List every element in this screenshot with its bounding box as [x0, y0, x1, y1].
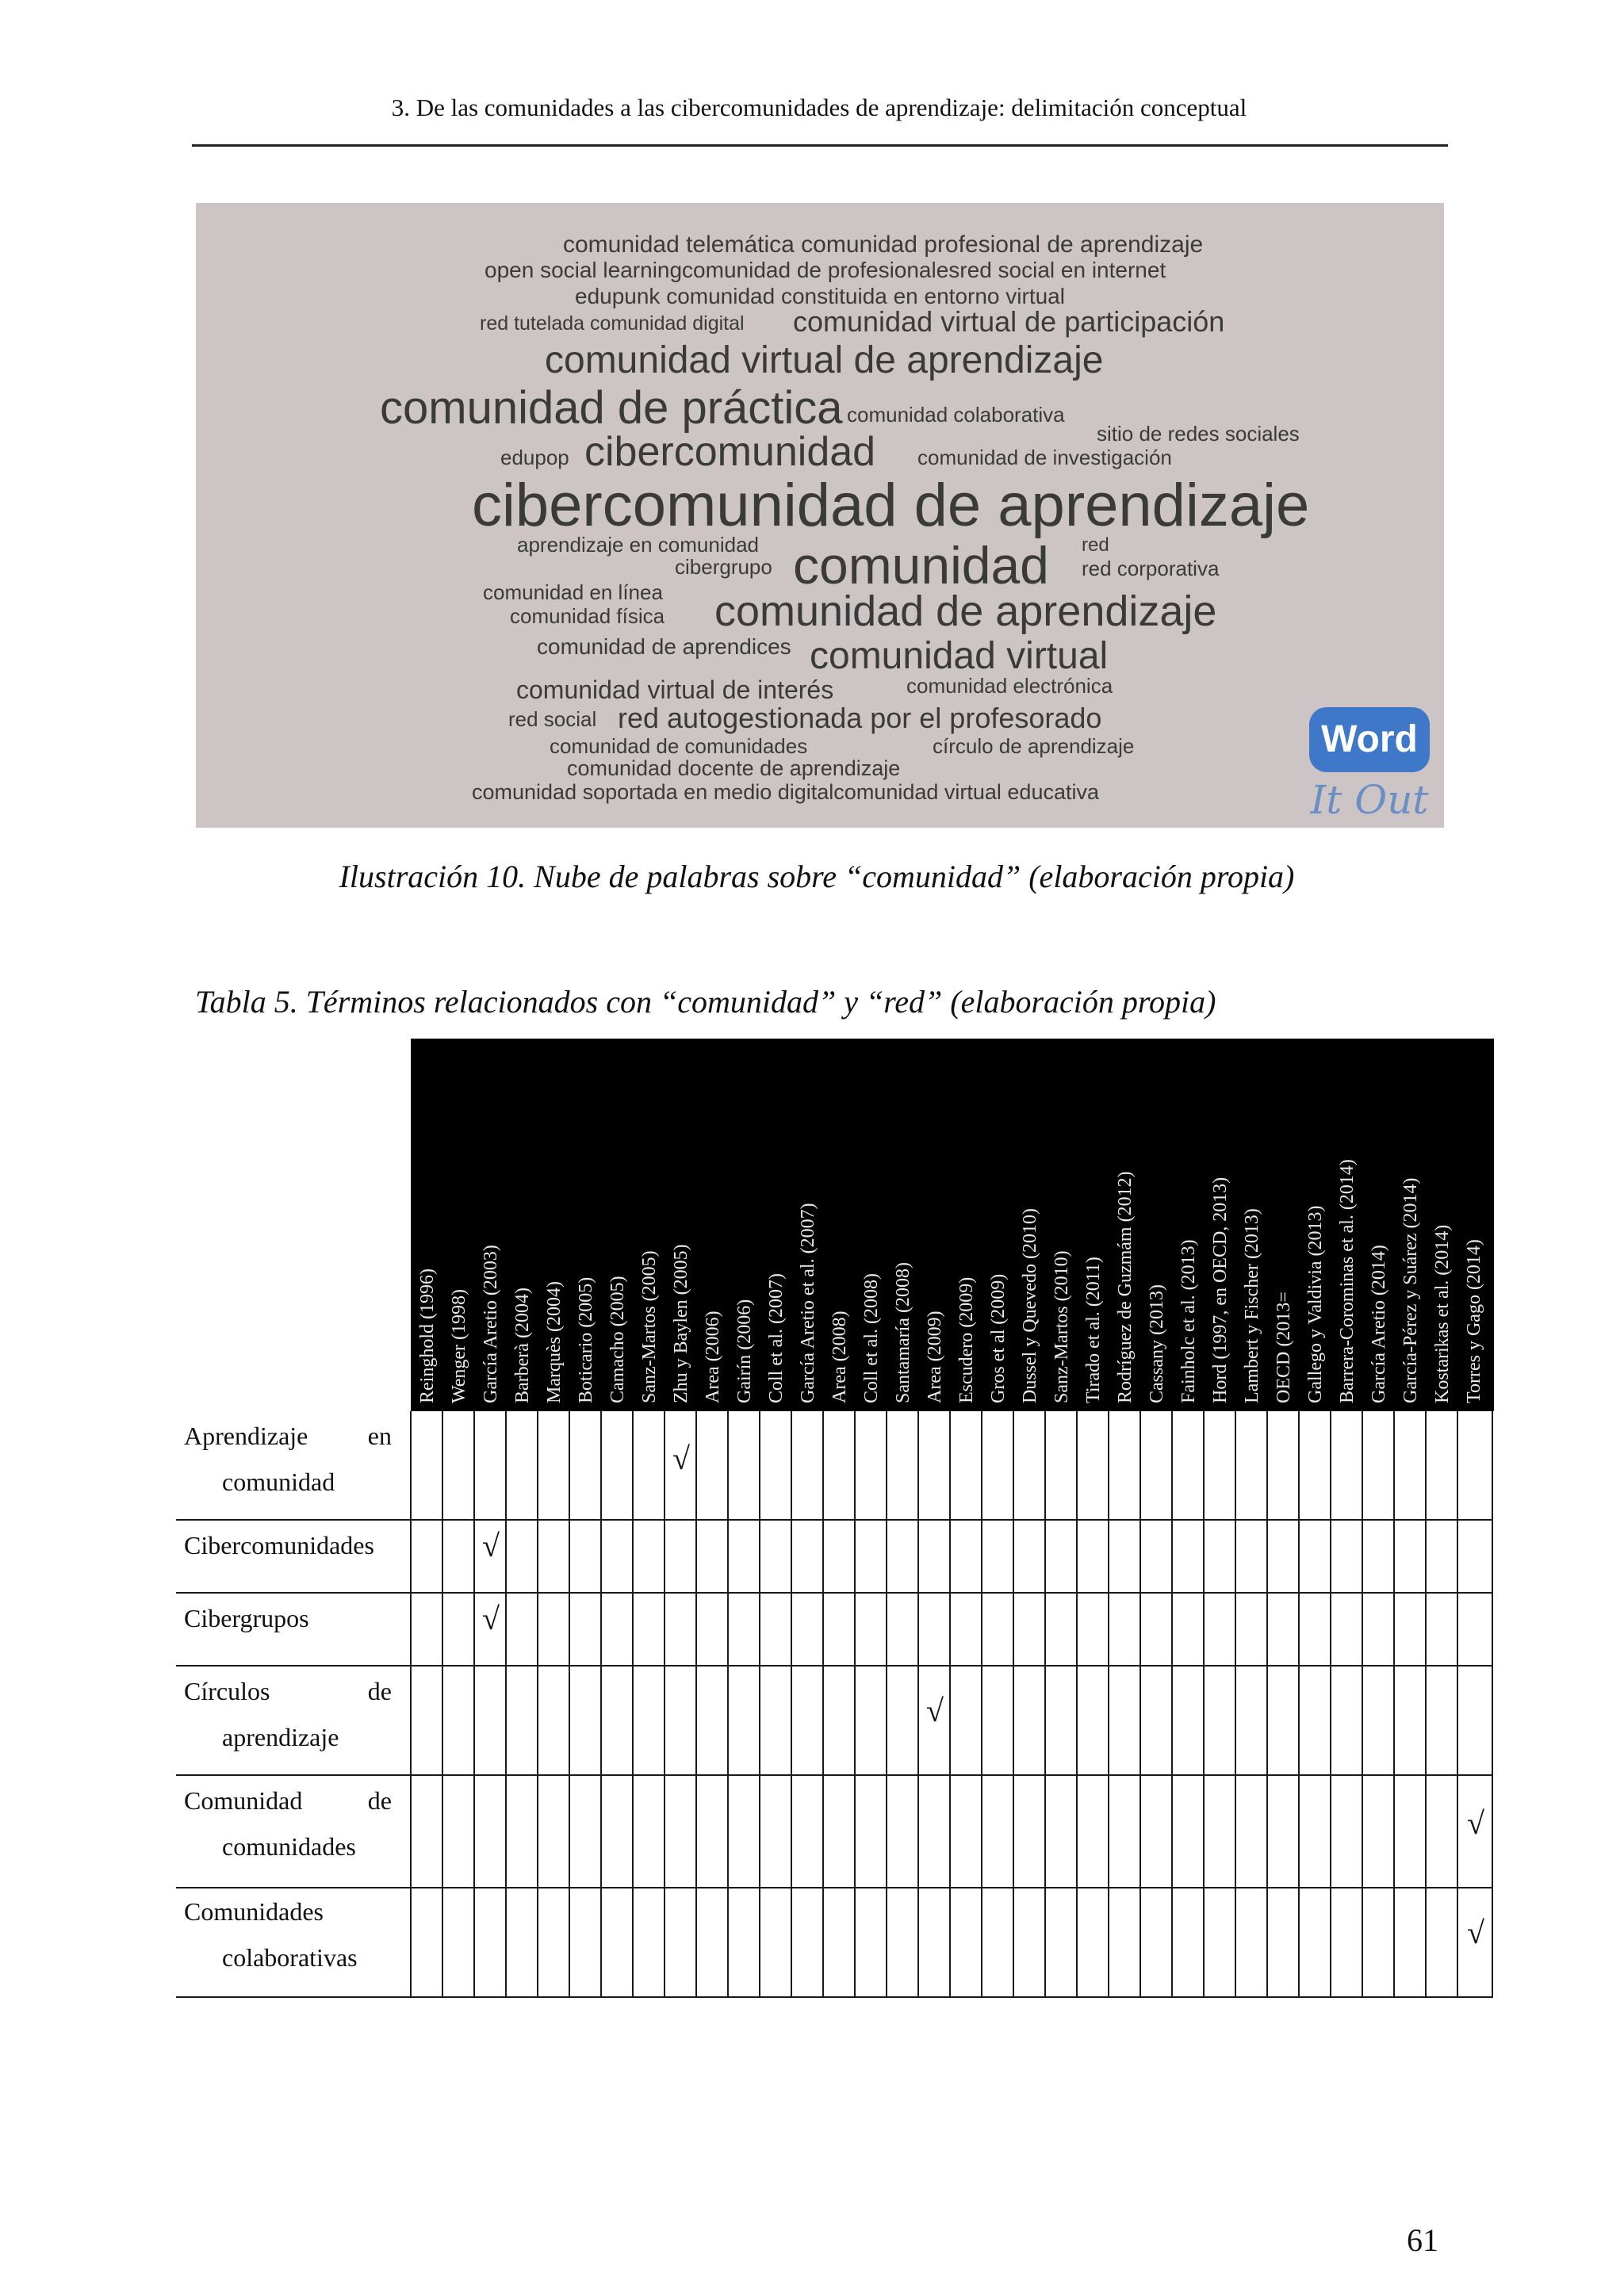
row-label-line2: colaborativas: [222, 1943, 358, 1972]
grid-line: [791, 1411, 792, 1998]
cloud-word: sitio de redes sociales: [1097, 422, 1300, 446]
grid-line: [473, 1411, 475, 1998]
grid-line: [176, 1519, 1493, 1521]
cloud-word: comunidad virtual: [810, 635, 1109, 677]
cloud-word: comunidad telemática comunidad profesional de aprendizaje: [563, 232, 1204, 258]
cloud-word: comunidad de aprendices: [537, 634, 791, 659]
grid-line: [1203, 1411, 1205, 1998]
row-label-word: de: [367, 1677, 392, 1705]
check-mark: √: [1467, 1805, 1484, 1841]
row-label-word: Cibercomunidades: [184, 1531, 374, 1559]
column-header: [794, 1373, 822, 1403]
row-label-aprendizaje-en-comunidad: [184, 1413, 392, 1505]
column-header: [1365, 1373, 1393, 1403]
cloud-word: comunidad colaborativa: [847, 403, 1065, 427]
column-header: [921, 1373, 949, 1403]
grid-line: [442, 1411, 443, 1998]
check-mark: √: [482, 1601, 500, 1636]
column-header: [508, 1373, 537, 1403]
cloud-word: comunidad docente de aprendizaje: [567, 756, 901, 780]
cloud-word: comunidad: [793, 536, 1049, 595]
figure-caption: Ilustración 10. Nube de palabras sobre “comunidad” (elaboración propia): [339, 859, 1295, 894]
grid-line: [632, 1411, 634, 1998]
cloud-word: comunidad de aprendizaje: [714, 587, 1217, 635]
grid-line: [854, 1411, 856, 1998]
grid-line: [600, 1411, 602, 1998]
grid-line: [1076, 1411, 1078, 1998]
cloud-word: comunidad de comunidades: [550, 734, 808, 758]
column-header: [1238, 1373, 1266, 1403]
column-header: [1428, 1373, 1457, 1403]
cloud-word: cibergrupo: [675, 555, 772, 579]
grid-line: [176, 1774, 1493, 1776]
header-rule: [192, 144, 1448, 147]
cloud-word: red autogestionada por el profesorado: [618, 702, 1102, 734]
grid-line: [176, 1665, 1493, 1667]
row-label-cibercomunidades: [184, 1522, 392, 1568]
column-header: [1048, 1373, 1076, 1403]
cloud-word: comunidad soportada en medio digitalcomunidad virtual educativa: [472, 780, 1099, 804]
row-label-comunidades-colaborativas: [184, 1888, 392, 1980]
grid-line: [537, 1411, 538, 1998]
cloud-word: comunidad física: [510, 604, 665, 628]
column-header: [889, 1373, 917, 1403]
grid-line: [505, 1411, 507, 1998]
grid-line: [176, 1996, 1493, 1998]
cloud-word: edupunk comunidad constituida en entorno virtual: [575, 284, 1065, 308]
column-header: [952, 1373, 981, 1403]
logo-it-out: It Out: [1310, 777, 1429, 823]
grid-line: [1013, 1411, 1014, 1998]
grid-line: [886, 1411, 887, 1998]
cloud-word: red tutelada comunidad digital: [480, 312, 745, 335]
cloud-word: red corporativa: [1082, 557, 1220, 580]
grid-line: [1362, 1411, 1363, 1998]
row-label-word: Aprendizaje: [184, 1422, 308, 1450]
page-number: 61: [1407, 2222, 1438, 2258]
cloud-word: comunidad virtual de interés: [516, 675, 834, 704]
cloud-word: comunidad virtual de participación: [793, 305, 1225, 338]
column-header: [667, 1373, 695, 1403]
column-header: [984, 1373, 1013, 1403]
row-label-cibergrupos: [184, 1595, 392, 1641]
column-header: [1301, 1373, 1330, 1403]
worditout-logo: [1306, 707, 1433, 825]
check-mark: √: [482, 1528, 500, 1563]
grid-line: [1139, 1411, 1141, 1998]
cloud-word: red social: [508, 707, 597, 731]
column-header: [825, 1373, 854, 1403]
cloud-word: edupop: [500, 446, 569, 469]
grid-line: [759, 1411, 760, 1998]
cloud-word: comunidad de investigación: [917, 446, 1172, 469]
grid-line: [1330, 1411, 1331, 1998]
check-mark: √: [1467, 1915, 1484, 1950]
column-header: [699, 1373, 727, 1403]
row-label-comunidad-de-comunidades: [184, 1777, 392, 1869]
check-mark: √: [672, 1441, 690, 1476]
grid-line: [981, 1411, 982, 1998]
grid-line: [1044, 1411, 1046, 1998]
row-label-line2: comunidad: [222, 1468, 335, 1496]
column-header: [857, 1373, 886, 1403]
cloud-word: open social learningcomunidad de profesionalesred social en internet: [485, 258, 1166, 282]
row-label-word: Círculos: [184, 1677, 270, 1705]
cloud-word: cibercomunidad: [584, 429, 876, 475]
column-header: [730, 1373, 759, 1403]
grid-line: [1492, 1411, 1493, 1998]
grid-line: [695, 1411, 697, 1998]
grid-line: [1235, 1411, 1236, 1998]
cloud-word: aprendizaje en comunidad: [517, 533, 759, 557]
column-header: [477, 1373, 505, 1403]
cloud-word: comunidad de práctica: [380, 382, 843, 434]
word-cloud: [196, 203, 1444, 828]
column-header: [1206, 1373, 1235, 1403]
grid-line: [1393, 1411, 1395, 1998]
row-label-word: Cibergrupos: [184, 1604, 309, 1632]
logo-word: Word: [1309, 707, 1430, 772]
column-header: [540, 1373, 569, 1403]
grid-line: [1171, 1411, 1173, 1998]
grid-line: [822, 1411, 824, 1998]
grid-line: [1457, 1411, 1458, 1998]
row-label-word: Comunidades: [184, 1897, 324, 1926]
column-header: [1079, 1373, 1108, 1403]
table-title: Tabla 5. Términos relacionados con “comunidad” y “red” (elaboración propia): [195, 984, 1216, 1020]
grid-line: [176, 1592, 1493, 1594]
column-header: [635, 1373, 664, 1403]
column-header: [1143, 1373, 1171, 1403]
row-label-line2: aprendizaje: [222, 1723, 339, 1751]
grid-line: [727, 1411, 729, 1998]
column-header: [762, 1373, 791, 1403]
grid-line: [1298, 1411, 1300, 1998]
grid-line: [1425, 1411, 1427, 1998]
row-label-line2: comunidades: [222, 1832, 356, 1861]
running-header: 3. De las comunidades a las cibercomunidades de aprendizaje: delimitación conceptual: [391, 94, 1247, 121]
row-label-circulos-de-aprendizaje: [184, 1668, 392, 1760]
column-header: [1333, 1373, 1362, 1403]
row-label-word: en: [367, 1422, 392, 1450]
cloud-word: red: [1082, 534, 1109, 556]
column-header: [1016, 1373, 1044, 1403]
column-header: [1111, 1373, 1139, 1403]
column-header: [1396, 1373, 1425, 1403]
grid-line: [1108, 1411, 1109, 1998]
grid-line: [664, 1411, 665, 1998]
check-mark: √: [926, 1693, 944, 1728]
table-header-band: [411, 1039, 1494, 1411]
grid-line: [1266, 1411, 1268, 1998]
column-header: [603, 1373, 632, 1403]
column-header: [413, 1373, 442, 1403]
row-label-word: de: [367, 1786, 392, 1815]
column-header: [572, 1373, 600, 1403]
column-header: [445, 1373, 473, 1403]
cloud-word: comunidad virtual de aprendizaje: [545, 339, 1104, 381]
grid-line: [410, 1411, 412, 1998]
cloud-word: cibercomunidad de aprendizaje: [472, 472, 1310, 539]
cloud-word: círculo de aprendizaje: [933, 734, 1135, 758]
row-label-word: Comunidad: [184, 1786, 303, 1815]
column-header: [1460, 1373, 1488, 1403]
cloud-word: comunidad en línea: [483, 580, 663, 604]
column-header: [1270, 1373, 1298, 1403]
column-header: [1174, 1373, 1203, 1403]
cloud-word: comunidad electrónica: [906, 674, 1113, 698]
grid-line: [569, 1411, 570, 1998]
